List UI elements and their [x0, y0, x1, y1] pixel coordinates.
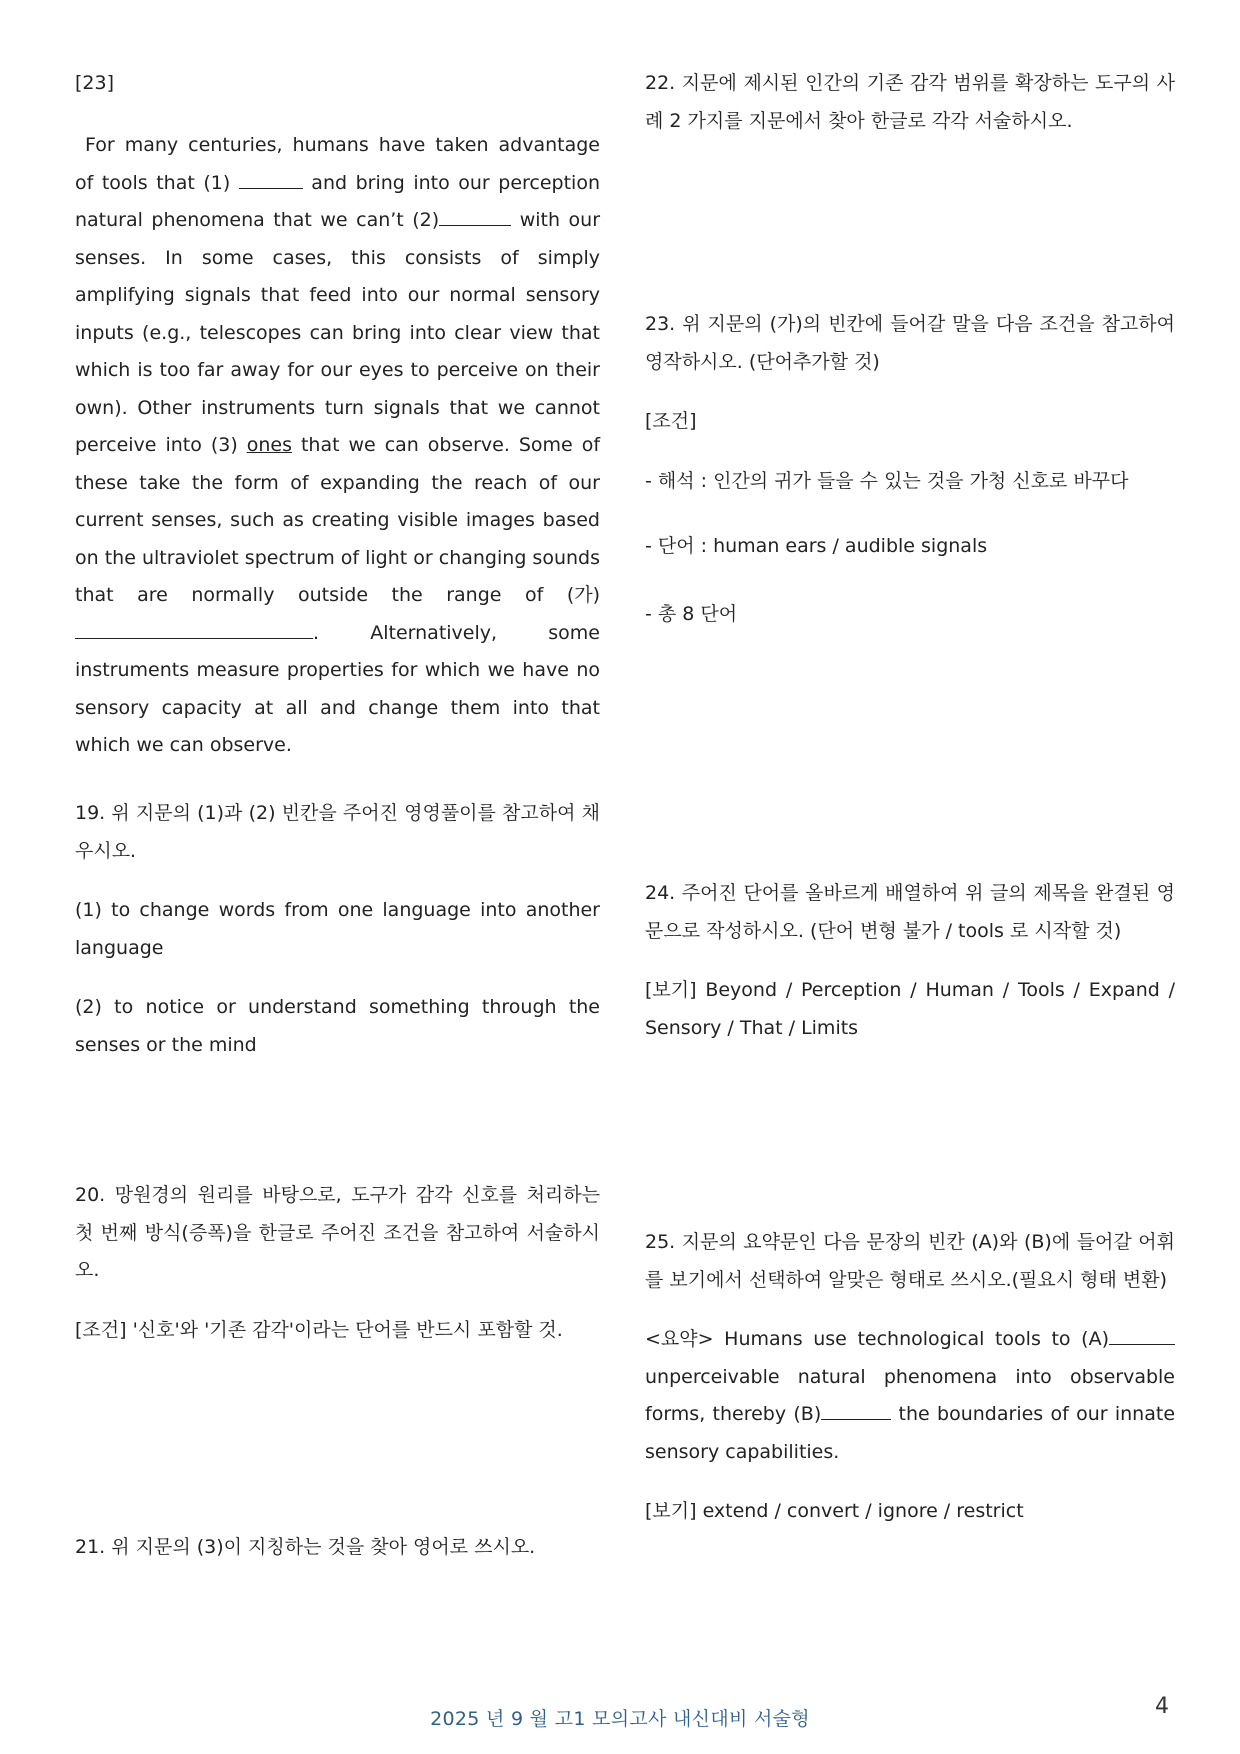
question-25 [645, 1224, 1175, 1531]
q23-condition-3: - 총 8 단어 [645, 602, 738, 625]
q20-condition: [조건] '신호'와 '기존 감각'이라는 단어를 반드시 포함할 것. [75, 1318, 563, 1341]
blank-ga[interactable] [75, 620, 313, 639]
passage-label: [23] [75, 72, 115, 94]
question-21 [75, 1529, 600, 1567]
passage-part-3: with our senses. In some cases, this consists of simply amplifying signals that feed into our normal sensory inputs (e.g., telescopes can bring into clear view that which is too far away for our eyes to perceive on their own). Other instruments turn signals that we cannot perceive into (3) [75, 209, 601, 456]
q24-prompt: 24. 주어진 단어를 올바르게 배열하여 위 글의 제목을 완결된 영문으로 작성하시오. (단어 변형 불가 / tools 로 시작할 것) [645, 882, 1175, 942]
q25-summary-part-2: unperceivable natural phenomena into observable forms, thereby (B) [645, 1365, 1175, 1425]
passage-text [75, 127, 600, 765]
q19-def-2: (2) to notice or understand something through the senses or the mind [75, 996, 600, 1056]
question-22 [645, 65, 1175, 140]
q19-def-1: (1) to change words from one language into another language [75, 899, 600, 959]
q25-summary-part-1: <요약> Humans use technological tools to (A) [645, 1328, 1109, 1350]
q25-prompt: 25. 지문의 요약문인 다음 문장의 빈칸 (A)와 (B)에 들어갈 어휘를 보기에서 선택하여 알맞은 형태로 쓰시오.(필요시 형태 변환) [645, 1231, 1175, 1291]
question-24 [645, 875, 1175, 1047]
q23-condition-1: - 해석 : 인간의 귀가 들을 수 있는 것을 가청 신호로 바꾸다 [645, 469, 1129, 492]
question-19 [75, 795, 600, 1064]
q20-prompt: 20. 망원경의 원리를 바탕으로, 도구가 감각 신호를 처리하는 첫 번째 방식(증폭)을 한글로 주어진 조건을 참고하여 서술하시오. [75, 1184, 600, 1281]
question-23 [645, 306, 1175, 633]
underlined-ones: ones [246, 434, 292, 456]
blank-1[interactable] [239, 170, 303, 189]
page-number: 4 [1155, 1694, 1169, 1719]
footer-title: 2025 년 9 월 고1 모의고사 내신대비 서술형 [430, 1708, 810, 1730]
blank-2[interactable] [439, 207, 511, 226]
q23-condition-label: [조건] [645, 410, 697, 432]
q25-summary [645, 1321, 1175, 1471]
q19-prompt: 19. 위 지문의 (1)과 (2) 빈칸을 주어진 영영풀이를 참고하여 채우시오. [75, 802, 600, 862]
q24-words: [보기] Beyond / Perception / Human / Tools / Expand / Sensory / That / Limits [645, 979, 1175, 1039]
q23-prompt: 23. 위 지문의 (가)의 빈칸에 들어갈 말을 다음 조건을 참고하여 영작하시오. (단어추가할 것) [645, 313, 1175, 373]
q21-prompt: 21. 위 지문의 (3)이 지칭하는 것을 찾아 영어로 쓰시오. [75, 1536, 536, 1558]
q22-prompt: 22. 지문에 제시된 인간의 기존 감각 범위를 확장하는 도구의 사례 2 가지를 지문에서 찾아 한글로 각각 서술하시오. [645, 72, 1175, 132]
passage-part-4: that we can observe. Some of these take the form of expanding the reach of our current senses, such as creating visible images based on the ultraviolet spectrum of light or changing sounds that are normally outside the range of (가) [75, 434, 601, 606]
q23-condition-2: - 단어 : human ears / audible signals [645, 535, 988, 557]
passage-part-2: and bring into our perception natural phenomena that we can’t (2) [75, 171, 600, 231]
q25-summary-part-3: the boundaries of our innate sensory capabilities. [645, 1403, 1176, 1463]
passage-part-1: For many centuries, humans have taken advantage of tools that (1) [75, 134, 600, 194]
blank-a[interactable] [1109, 1326, 1175, 1345]
question-20 [75, 1177, 600, 1349]
blank-b[interactable] [821, 1401, 891, 1420]
passage-part-5: . Alternatively, some instruments measure properties for which we have no sensory capacity at all and change them into that which we can observe. [75, 621, 600, 756]
q25-words: [보기] extend / convert / ignore / restrict [645, 1500, 1024, 1522]
